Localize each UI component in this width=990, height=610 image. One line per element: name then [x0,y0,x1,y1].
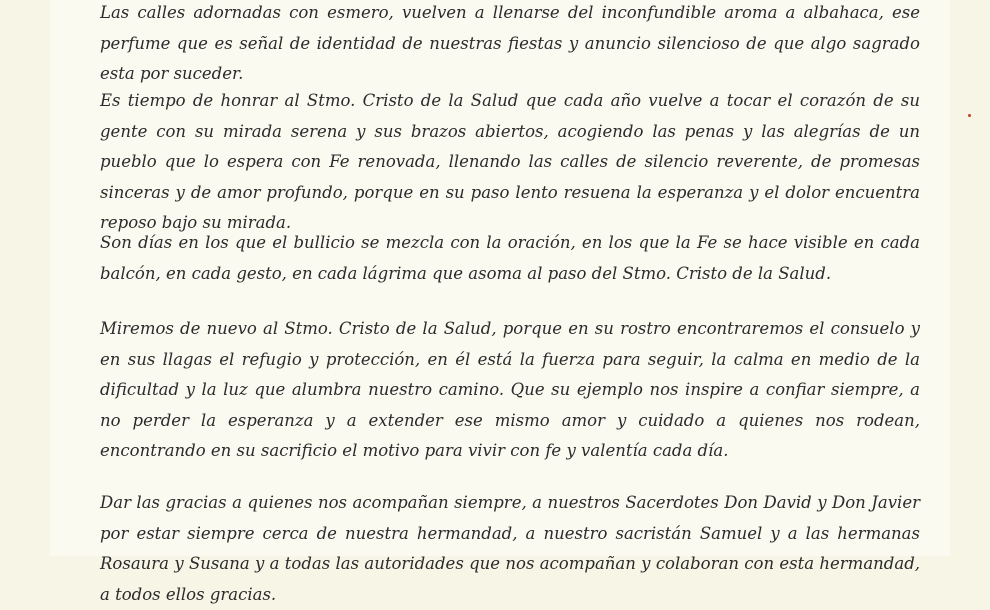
paragraph-miremos: Miremos de nuevo al Stmo. Cristo de la Salud, porque en su rostro encontraremos el consuelo y en sus llagas el refugio y protección, en él está la fuerza para seguir, la calma en medio de la dificultad y la luz que alumbra nuestro camino. Que su ejemplo nos inspire a confiar siempre, a no perder la esperanza y a extender ese mismo amor y cuidado a quienes nos rodean, encontrando en su sacrificio el motivo para vivir con fe y valentía cada día. [100,319,920,460]
paragraph-agradecimientos: Dar las gracias a quienes nos acompañan siempre, a nuestros Sacerdotes Don David y Don Javier por estar siempre cerca de nuestra hermandad, a nuestro sacristán Samuel y a las hermanas Rosaura y Susana y a todas las autoridades que nos acompañan y colaboran con esta hermandad, a todos ellos gracias. [100,493,920,604]
document-page [50,0,950,604]
paragraph-cristo-salud: Es tiempo de honrar al Stmo. Cristo de la Salud que cada año vuelve a tocar el corazón de su gente con su mirada serena y sus brazos abiertos, acogiendo las penas y las alegrías de un pueblo que lo espera con Fe renovada, llenando las calles de silencio reverente, de promesas sinceras y de amor profundo, porque en su paso lento resuena la esperanza y el dolor encuentra reposo bajo su mirada. [100,91,920,232]
paragraph-bullicio-oracion: Son días en los que el bullicio se mezcla con la oración, en los que la Fe se hace visible en cada balcón, en cada gesto, en cada lágrima que asoma al paso del Stmo. Cristo de la Salud. [100,233,920,283]
ink-speck [968,114,971,117]
paragraph-albahaca: Las calles adornadas con esmero, vuelven a llenarse del inconfundible aroma a albahaca, ese perfume que es señal de identidad de nuestras fiestas y anuncio silencioso de que algo sagrado esta por suceder. [100,3,920,83]
